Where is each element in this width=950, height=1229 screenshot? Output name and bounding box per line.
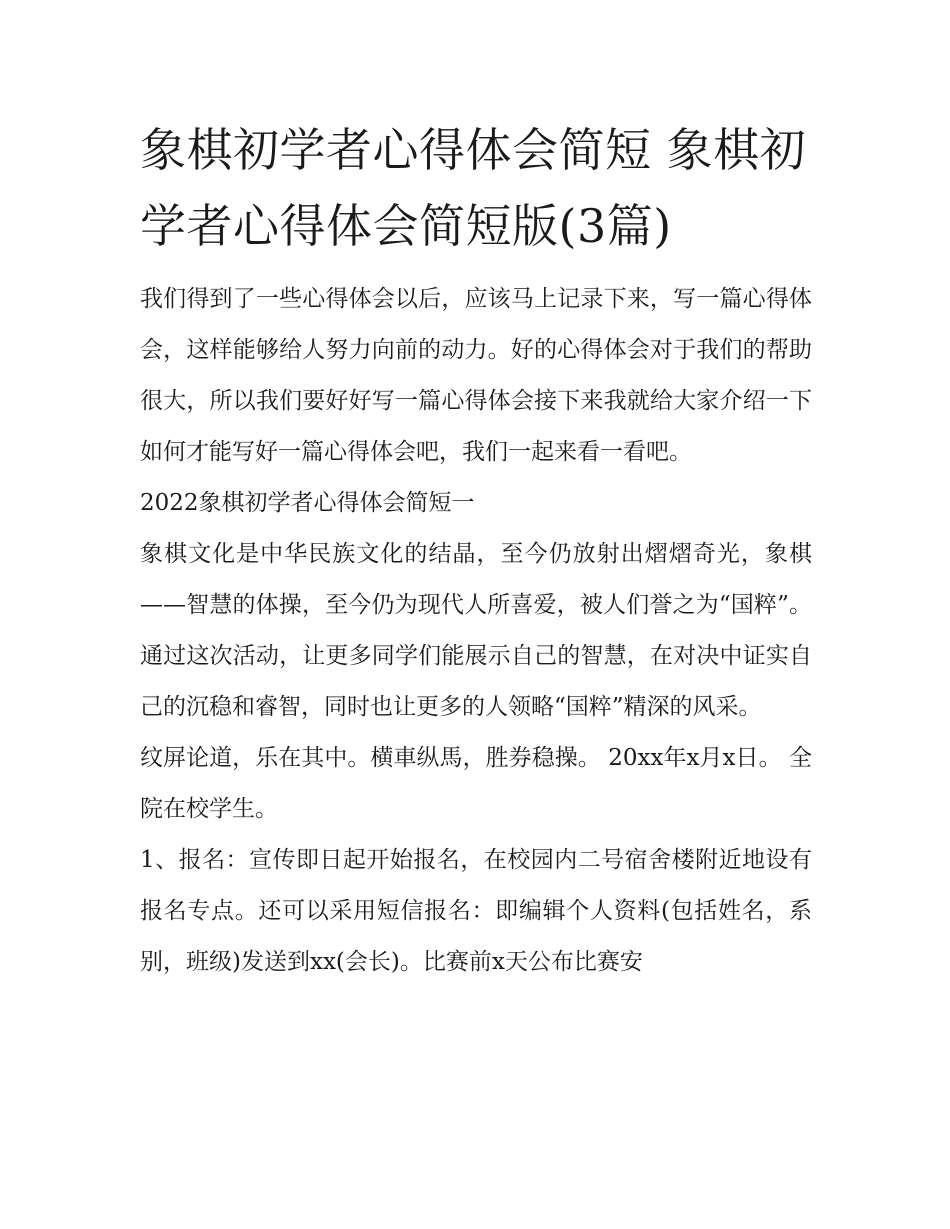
document-title: 象棋初学者心得体会简短 象棋初学者心得体会简短版(3篇) [140, 123, 807, 253]
intro-paragraph: 我们得到了一些心得体会以后，应该马上记录下来，写一篇心得体会，这样能够给人努力向前的动力。好的心得体会对于我们的帮助很大，所以我们要好好写一篇心得体会接下来我就给大家介绍一下如何才能写好一篇心得体会吧，我们一起来看一看吧。 [140, 286, 812, 465]
event-info-paragraph: 纹屏论道，乐在其中。横車纵馬，胜券稳操。 20xx年x月x日。 全院在校学生。 [140, 745, 812, 822]
culture-paragraph: 象棋文化是中华民族文化的结晶，至今仍放射出熠熠奇光，象棋——智慧的体操，至今仍为现代人所喜爱，被人们誉之为“国粹”。通过这次活动，让更多同学们能展示自己的智慧，在对决中证实自己的沉稳和睿智，同时也让更多的人领略“国粹”精深的风采。 [140, 541, 812, 720]
document-body [140, 274, 812, 988]
document-page [140, 112, 812, 988]
registration-paragraph: 1、报名：宣传即日起开始报名，在校园内二号宿舍楼附近地设有报名专点。还可以采用短信报名：即编辑个人资料(包括姓名，系别，班级)发送到xx(会长)。比赛前x天公布比赛安 [140, 847, 812, 975]
section-heading: 2022象棋初学者心得体会简短一 [140, 490, 475, 516]
